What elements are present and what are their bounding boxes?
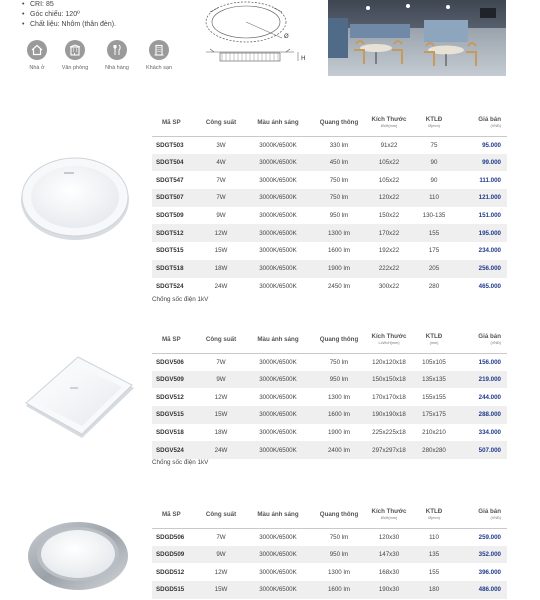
application-icons bbox=[20, 40, 180, 71]
cell-color-temp: 3000K/6500K bbox=[242, 581, 314, 599]
cell-lumen: 950 lm bbox=[314, 371, 364, 389]
cell-price: 256.000 bbox=[454, 260, 507, 278]
cell-lumen: 1900 lm bbox=[314, 260, 364, 278]
header-power: Công suất bbox=[200, 327, 242, 353]
cell-power: 15W bbox=[214, 247, 228, 255]
cell-color-temp: 3000K/6500K bbox=[242, 154, 314, 172]
header-size: Kích Thước ØxH(mm) bbox=[364, 110, 414, 136]
header-code: Mã SP bbox=[152, 110, 200, 136]
round-silver-panel-light-image bbox=[26, 516, 130, 594]
cell-price: 195.000 bbox=[454, 224, 507, 242]
cell-price: 111.000 bbox=[479, 176, 501, 184]
header-lumen: Quang thông bbox=[314, 327, 364, 353]
cell-price: 465.000 bbox=[478, 282, 501, 290]
cell-price: 288.000 bbox=[454, 406, 507, 424]
cell-code: SDGV506 bbox=[156, 358, 184, 366]
table-row bbox=[152, 563, 507, 581]
cell-cutout: 75 bbox=[430, 141, 438, 149]
cell-size: 300x22 bbox=[378, 282, 400, 290]
cell-code: SDGV518 bbox=[156, 429, 184, 437]
cell-cutout: 180 bbox=[414, 581, 454, 599]
table-row bbox=[152, 424, 507, 442]
header-size: Kích Thước ØxH(mm) bbox=[364, 502, 414, 528]
table-row bbox=[152, 528, 507, 546]
cell-size: 190x30 bbox=[364, 581, 414, 599]
cell-code: SDGT503 bbox=[156, 141, 184, 149]
cell-code: SDGV509 bbox=[152, 371, 200, 389]
cell-code: SDGT515 bbox=[156, 247, 184, 255]
cell-price: 121.000 bbox=[454, 189, 507, 207]
cell-code: SDGD515 bbox=[152, 581, 200, 599]
cell-price: 99.000 bbox=[454, 154, 507, 172]
cell-lumen: 750 lm bbox=[314, 189, 364, 207]
cell-color-temp: 3000K/6500K bbox=[259, 533, 297, 541]
cell-cutout: 175x175 bbox=[414, 406, 454, 424]
cell-size: 120x22 bbox=[364, 189, 414, 207]
table-row bbox=[152, 278, 507, 296]
cell-code: SDGT547 bbox=[156, 176, 184, 184]
table-row bbox=[152, 224, 507, 242]
header-power: Công suất bbox=[200, 110, 242, 136]
cell-color-temp: 3000K/6500K bbox=[259, 176, 297, 184]
cell-cutout: 155 bbox=[414, 224, 454, 242]
cell-color-temp: 3000K/6500K bbox=[242, 189, 314, 207]
office-building-icon bbox=[65, 40, 85, 60]
cell-code: SDGT504 bbox=[152, 154, 200, 172]
table-note: Chống sốc điện 1kV bbox=[152, 459, 209, 466]
cell-code: SDGV524 bbox=[152, 441, 200, 459]
cell-cutout: 210x210 bbox=[422, 429, 446, 437]
header-power: Công suất bbox=[200, 502, 242, 528]
cell-cutout: 155 bbox=[428, 568, 440, 576]
cell-price: 396.000 bbox=[478, 568, 501, 576]
cell-size: 150x22 bbox=[378, 212, 400, 220]
cell-power: 3W bbox=[216, 141, 226, 149]
application-office bbox=[54, 40, 96, 71]
cell-lumen: 1300 lm bbox=[314, 224, 364, 242]
spec-list bbox=[22, 0, 116, 30]
header-price: Giá bán (VNĐ) bbox=[454, 327, 507, 353]
cell-power: 15W bbox=[200, 581, 242, 599]
header-color-temp: Màu ánh sáng bbox=[242, 327, 314, 353]
table-header-row bbox=[152, 502, 507, 528]
cell-power: 18W bbox=[200, 260, 242, 278]
product-table-sdgt bbox=[152, 110, 507, 295]
cell-size: 192x22 bbox=[378, 247, 400, 255]
cell-size: 105x22 bbox=[364, 154, 414, 172]
cell-price: 334.000 bbox=[478, 429, 501, 437]
cell-color-temp: 3000K/6500K bbox=[259, 141, 297, 149]
cell-cutout: 155x155 bbox=[422, 393, 446, 401]
cell-power: 7W bbox=[200, 189, 242, 207]
table-header-row bbox=[152, 327, 507, 353]
cell-cutout: 130-135 bbox=[422, 212, 446, 220]
header-size: Kích Thước LxWxH(mm) bbox=[364, 327, 414, 353]
office-photo bbox=[328, 0, 506, 76]
cell-size: 170x22 bbox=[364, 224, 414, 242]
cell-color-temp: 3000K/6500K bbox=[242, 406, 314, 424]
cell-power: 24W bbox=[200, 441, 242, 459]
cell-lumen: 1300 lm bbox=[327, 568, 350, 576]
cell-cutout: 110 bbox=[414, 189, 454, 207]
application-label: Nhà hàng bbox=[105, 65, 129, 71]
cell-color-temp: 3000K/6500K bbox=[242, 441, 314, 459]
header-cutout: KTLĐ (mm) bbox=[414, 327, 454, 353]
cell-code: SDGD512 bbox=[156, 568, 185, 576]
header-lumen: Quang thông bbox=[314, 110, 364, 136]
cell-price: 219.000 bbox=[454, 371, 507, 389]
header-code: Mã SP bbox=[152, 327, 200, 353]
restaurant-icon bbox=[107, 40, 127, 60]
cell-cutout: 280x280 bbox=[414, 441, 454, 459]
cell-power: 4W bbox=[200, 154, 242, 172]
cell-size: 170x170x18 bbox=[372, 393, 406, 401]
hotel-icon bbox=[149, 40, 169, 60]
cell-cutout: 205 bbox=[414, 260, 454, 278]
cell-power: 12W bbox=[214, 568, 228, 576]
cell-size: 225x225x18 bbox=[372, 429, 406, 437]
cell-lumen: 2450 lm bbox=[327, 282, 350, 290]
table-row bbox=[152, 371, 507, 389]
table-row bbox=[152, 207, 507, 225]
cell-color-temp: 3000K/6500K bbox=[259, 212, 297, 220]
diameter-label: Ø bbox=[284, 33, 289, 40]
spec-item: • Góc chiếu: 120º bbox=[22, 10, 116, 20]
cell-power: 15W bbox=[200, 406, 242, 424]
cell-size: 91x22 bbox=[380, 141, 398, 149]
cell-cutout: 135 bbox=[414, 546, 454, 564]
header-cutout: KTLĐ Ø(mm) bbox=[414, 502, 454, 528]
cell-lumen: 450 lm bbox=[314, 154, 364, 172]
cell-price: 352.000 bbox=[454, 546, 507, 564]
cell-lumen: 750 lm bbox=[329, 533, 349, 541]
application-label: Văn phòng bbox=[61, 65, 89, 71]
cell-lumen: 950 lm bbox=[314, 546, 364, 564]
cell-power: 9W bbox=[216, 212, 226, 220]
cell-lumen: 750 lm bbox=[329, 358, 349, 366]
table-row bbox=[152, 260, 507, 278]
header-color-temp: Màu ánh sáng bbox=[242, 110, 314, 136]
product-table-sdgv bbox=[152, 327, 507, 459]
cell-color-temp: 3000K/6500K bbox=[242, 371, 314, 389]
cell-price: 507.000 bbox=[454, 441, 507, 459]
spec-item: • Chất liệu: Nhôm (thân đèn). bbox=[22, 20, 116, 30]
cell-power: 12W bbox=[214, 393, 228, 401]
cell-price: 244.000 bbox=[478, 393, 501, 401]
cell-code: SDGV515 bbox=[152, 406, 200, 424]
header-code: Mã SP bbox=[152, 502, 200, 528]
cell-lumen: 2400 lm bbox=[314, 441, 364, 459]
application-label: Khách sạn bbox=[146, 65, 172, 71]
cell-power: 7W bbox=[216, 533, 226, 541]
cell-lumen: 1600 lm bbox=[327, 247, 350, 255]
header-cutout: KTLĐ Ø(mm) bbox=[414, 110, 454, 136]
cell-lumen: 1600 lm bbox=[314, 406, 364, 424]
application-label: Nhà ở bbox=[29, 65, 45, 71]
cell-cutout: 105x105 bbox=[422, 358, 446, 366]
cell-code: SDGV512 bbox=[156, 393, 184, 401]
table-row bbox=[152, 546, 507, 564]
cell-power: 12W bbox=[200, 224, 242, 242]
table-header-row bbox=[152, 110, 507, 136]
cell-cutout: 90 bbox=[414, 154, 454, 172]
table-row bbox=[152, 171, 507, 189]
table-row bbox=[152, 388, 507, 406]
table-row bbox=[152, 189, 507, 207]
table-row bbox=[152, 136, 507, 154]
cell-size: 120x30 bbox=[378, 533, 400, 541]
cell-color-temp: 3000K/6500K bbox=[259, 568, 297, 576]
cell-code: SDGD506 bbox=[156, 533, 185, 541]
application-restaurant bbox=[96, 40, 138, 71]
spec-item: • CRI: 85 bbox=[22, 0, 116, 10]
header-lumen: Quang thông bbox=[314, 502, 364, 528]
product-table-sdgd bbox=[152, 502, 507, 599]
square-panel-light-image bbox=[22, 354, 138, 444]
header-color-temp: Màu ánh sáng bbox=[242, 502, 314, 528]
cell-color-temp: 3000K/6500K bbox=[259, 393, 297, 401]
cell-lumen: 1900 lm bbox=[327, 429, 350, 437]
cell-lumen: 950 lm bbox=[329, 212, 349, 220]
round-panel-light-image bbox=[18, 148, 132, 248]
cell-code: SDGT507 bbox=[152, 189, 200, 207]
application-house bbox=[20, 40, 54, 71]
cell-price: 156.000 bbox=[478, 358, 501, 366]
house-icon bbox=[27, 40, 47, 60]
cell-color-temp: 3000K/6500K bbox=[259, 282, 297, 290]
cell-lumen: 1600 lm bbox=[314, 581, 364, 599]
application-hotel bbox=[138, 40, 180, 71]
cell-power: 7W bbox=[216, 176, 226, 184]
height-label: H bbox=[301, 55, 306, 62]
cell-cutout: 90 bbox=[430, 176, 438, 184]
cell-color-temp: 3000K/6500K bbox=[259, 429, 297, 437]
cell-cutout: 110 bbox=[429, 533, 439, 541]
cell-code: SDGT524 bbox=[156, 282, 184, 290]
cell-lumen: 330 lm bbox=[329, 141, 349, 149]
cell-cutout: 280 bbox=[428, 282, 440, 290]
table-row bbox=[152, 353, 507, 371]
cell-power: 9W bbox=[200, 371, 242, 389]
cell-size: 150x150x18 bbox=[364, 371, 414, 389]
cell-price: 95.000 bbox=[482, 141, 501, 149]
header-price: Giá bán (VNĐ) bbox=[454, 502, 507, 528]
table-row bbox=[152, 441, 507, 459]
cell-cutout: 175 bbox=[428, 247, 440, 255]
cell-code: SDGT518 bbox=[152, 260, 200, 278]
cell-code: SDGD509 bbox=[152, 546, 200, 564]
cell-size: 222x22 bbox=[364, 260, 414, 278]
cell-color-temp: 3000K/6500K bbox=[242, 260, 314, 278]
table-row bbox=[152, 406, 507, 424]
cell-color-temp: 3000K/6500K bbox=[242, 546, 314, 564]
cell-size: 105x22 bbox=[378, 176, 400, 184]
cell-price: 486.000 bbox=[454, 581, 507, 599]
header-price: Giá bán (VNĐ) bbox=[454, 110, 507, 136]
cell-power: 24W bbox=[214, 282, 228, 290]
cell-lumen: 750 lm bbox=[329, 176, 349, 184]
cell-power: 7W bbox=[216, 358, 226, 366]
technical-drawing bbox=[198, 0, 310, 76]
cell-lumen: 1300 lm bbox=[327, 393, 350, 401]
cell-cutout: 135x135 bbox=[414, 371, 454, 389]
table-row bbox=[152, 242, 507, 260]
cell-size: 120x120x18 bbox=[372, 358, 406, 366]
table-note: Chống sốc điện 1kV bbox=[152, 296, 209, 303]
cell-color-temp: 3000K/6500K bbox=[259, 358, 297, 366]
table-row bbox=[152, 154, 507, 172]
cell-size: 297x297x18 bbox=[364, 441, 414, 459]
cell-color-temp: 3000K/6500K bbox=[259, 247, 297, 255]
cell-color-temp: 3000K/6500K bbox=[242, 224, 314, 242]
cell-size: 147x30 bbox=[364, 546, 414, 564]
cell-code: SDGT512 bbox=[152, 224, 200, 242]
cell-price: 259.000 bbox=[478, 533, 501, 541]
cell-power: 9W bbox=[200, 546, 242, 564]
cell-size: 168x30 bbox=[378, 568, 400, 576]
cell-code: SDGT509 bbox=[156, 212, 184, 220]
table-row bbox=[152, 581, 507, 599]
cell-price: 151.000 bbox=[478, 212, 501, 220]
cell-price: 234.000 bbox=[478, 247, 501, 255]
cell-power: 18W bbox=[214, 429, 228, 437]
cell-size: 190x190x18 bbox=[364, 406, 414, 424]
